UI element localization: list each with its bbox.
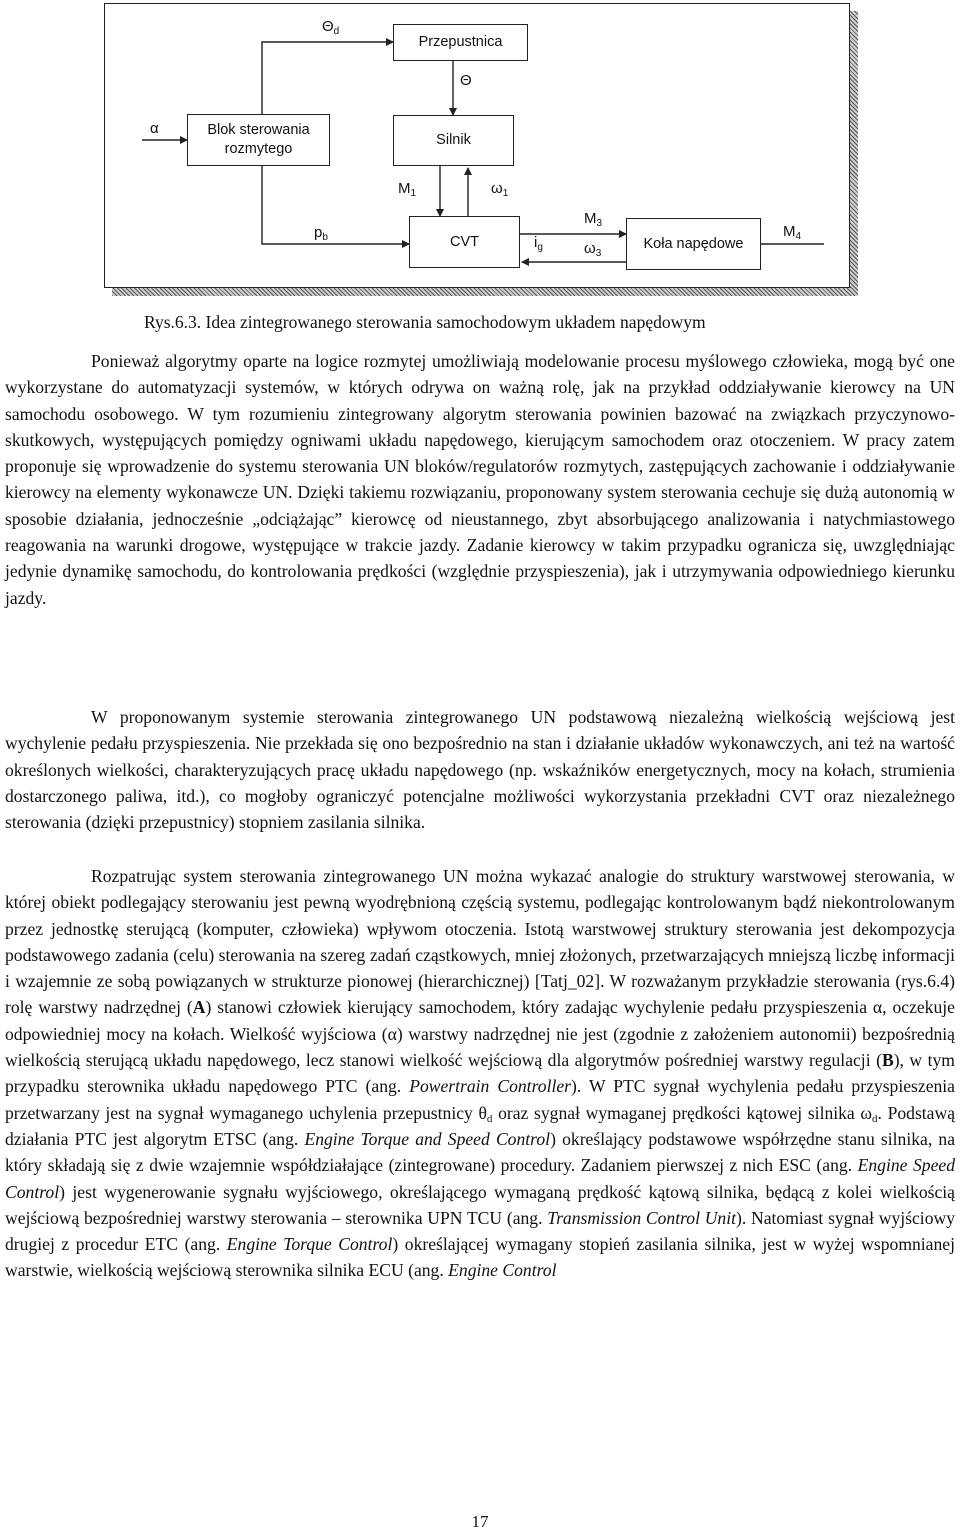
pb-label: $p_b$ — [314, 224, 328, 243]
paragraph-2: W proponowanym systemie sterowania zintegrowanego UN podstawową niezależną wielkością wejściową jest wychylenie pedału przyspieszenia. Nie przekłada się ono bezpośrednio na stan i działanie układów wykonawczych, ani też na wartość określonych wielkości, charakteryzujących pracę układu napędowego (np. wskaźników energetycznych, mocy na kołach, strumienia dostarczonego paliwa, itd.), co mogłoby ograniczyć potencjalne możliwości wykorzystania przekładni CVT oraz niezależnego sterowania (dzięki przepustnicy) stopniem zasilania silnika. — [5, 707, 955, 833]
block-diagram — [0, 0, 960, 300]
paragraph-3: Rozpatrując system sterowania zintegrowanego UN można wykazać analogie do struktury warstwowej sterowania, w której obiekt podlegający sterowaniu jest pewną wyodrębnioną częścią systemu, podlegając kontrolowanym bądź niekontrolowanym przez jednostkę sterującą (komputer, człowieka) wpływom otoczenia. Istotą warstwowej struktury sterowania jest dekompozycja podstawowego zadania (celu) sterowania na szereg zadań cząstkowych, mniej złożonych, przetwarzających mniejszą liczbę informacji i wzajemnie ze sobą powiązanych w strukturze pionowej (hierarchicznej) [Tatj_02]. W rozważanym przykładzie sterowania (rys.6.4) rolę warstwy nadrzędnej (A) stanowi człowiek kierujący samochodem, który zadając wychylenie pedału przyspieszenia α, oczekuje odpowiedniej mocy na kołach. Wielkość wyjściowa (α) warstwy nadrzędnej nie jest (zgodnie z założeniem autonomii) bezpośrednią wielkością sterującą układu napędowego, lecz stanowi wielkość wejściową dla algorytmów pośredniej warstwy regulacji (B), w tym przypadku sterownika układu napędowego PTC (ang. Powertrain Controller). W PTC sygnał wychylenia pedału przyspieszenia przetwarzany jest na sygnał wymaganego uchylenia przepustnicy $\theta_d$ oraz sygnał wymaganej prędkości kątowej silnika $\omega_d$. Podstawą działania PTC jest algorytm ETSC (ang. Engine Torque and Speed Control) określający podstawowe współrzędne stanu silnika, na który składają się z dwie wzajemnie współdziałające (zintegrowane) procedury. Zadaniem pierwszej z nich ESC (ang. Engine Speed Control) jest wygenerowanie sygnału wyjściowego, określającego wymaganą prędkość kątową silnika, będącą z kolei wielkością wejściową bezpośredniej warstwy sterowania – sterownika UPN TCU (ang. Transmission Control Unit). Natomiast sygnał wyjściowy drugiej z procedur ETC (ang. Engine Torque Control) określającej wymagany stopień zasilania silnika, jest w wyżej wspomnianej warstwie, wielkością wejściową sterownika silnika ECU (ang. Engine Control — [5, 866, 956, 1281]
paragraph-2-block — [5, 704, 955, 835]
pb-arrow — [262, 166, 409, 244]
m3-label: $M_3$ — [584, 210, 603, 229]
wheels-block — [626, 218, 761, 270]
page-number: 17 — [471, 1512, 489, 1531]
engine-block — [393, 115, 514, 166]
paragraph-3-block — [5, 863, 955, 1284]
m1-label: $M_1$ — [398, 180, 417, 199]
paragraph-1-block — [5, 348, 955, 611]
m4-label: $M_4$ — [783, 223, 802, 242]
omega3-label: $\omega_3$ — [584, 240, 602, 259]
figure-caption: Rys.6.3. Idea zintegrowanego sterowania samochodowym układem napędowym — [144, 312, 706, 332]
alpha-label: α — [150, 120, 159, 137]
fuzzy-block-label: Blok sterowania rozmytego — [207, 122, 310, 157]
wheels-label: Koła napędowe — [643, 235, 744, 252]
fuzzy-control-block — [187, 114, 330, 166]
omega1-label: $\omega_1$ — [491, 180, 509, 199]
theta-d-label: $\Theta_d$ — [322, 18, 340, 37]
paragraph-1: Ponieważ algorytmy oparte na logice rozmytej umożliwiają modelowanie procesu myślowego człowieka, mogą być one wykorzystane do automatyzacji systemów, w których odrywa on ważną rolę, jak na przykład oddziaływanie kierowcy na UN samochodu osobowego. W tym rozumieniu zintegrowany algorytm sterowania powinien bazować na związkach przyczynowo-skutkowych, występujących pomiędzy ogniwami układu napędowego, kierującym samochodem oraz otoczeniem. W pracy zatem proponuje się wprowadzenie do systemu sterowania UN bloków/regulatorów rozmytych, zastępujących zachowanie i oddziaływanie kierowcy na elementy wykonawcze UN. Dzięki takiemu rozwiązaniu, proponowany system sterowania cechuje się dużą autonomią w sposobie działania, jednocześnie „odciążając” kierowcę od nieustannego, zbyt absorbującego analizowania i natychmiastowego reagowania na warunki drogowe, występujące w trakcie jazdy. Zadanie kierowcy w takim przypadku ogranicza się, uwzględniając jedynie dynamikę samochodu, do kontrolowania prędkości (względnie przyspieszenia), jak i utrzymywania odpowiedniego kierunku jazdy. — [5, 351, 955, 608]
cvt-label: CVT — [450, 233, 479, 250]
theta-d-arrow — [262, 42, 393, 114]
cvt-block — [409, 216, 520, 268]
ig-label: $i_g$ — [534, 234, 543, 253]
throttle-label: Przepustnica — [418, 34, 503, 50]
engine-label: Silnik — [436, 132, 471, 148]
throttle-block — [393, 24, 528, 61]
theta-label: Θ — [460, 72, 472, 89]
